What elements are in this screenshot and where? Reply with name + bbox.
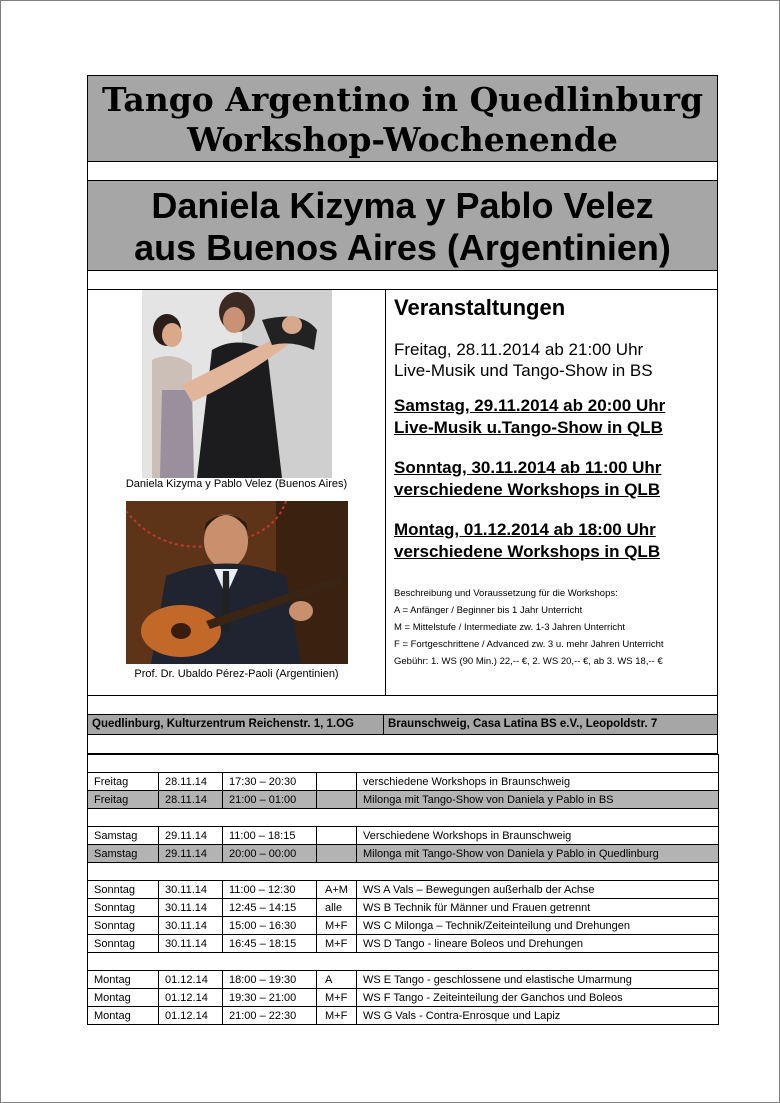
schedule-date: 30.11.14 — [159, 917, 223, 935]
schedule-day: Sonntag — [88, 899, 159, 917]
info-line: A = Anfänger / Beginner bis 1 Jahr Unterricht — [394, 605, 583, 616]
schedule-level: M+F — [317, 935, 357, 953]
flyer — [87, 75, 718, 1025]
schedule-time: 21:00 – 01:00 — [223, 791, 317, 809]
schedule-day: Montag — [88, 1007, 159, 1025]
schedule-level — [317, 845, 357, 863]
schedule-gap-cell — [357, 953, 719, 971]
schedule-gap-cell — [159, 809, 223, 827]
content-section — [87, 290, 718, 696]
schedule-gap-row — [88, 755, 719, 773]
schedule-description: WS C Milonga – Technik/Zeiteinteilung und Drehungen — [357, 917, 719, 935]
event-friday-date: Freitag, 28.11.2014 ab 21:00 Uhr — [394, 340, 644, 359]
schedule-description: WS F Tango - Zeiteinteilung der Ganchos und Boleos — [357, 989, 719, 1007]
schedule-time: 17:30 – 20:30 — [223, 773, 317, 791]
schedule-day: Freitag — [88, 773, 159, 791]
schedule-level — [317, 791, 357, 809]
schedule-description: Verschiedene Workshops in Braunschweig — [357, 827, 719, 845]
musician-caption: Prof. Dr. Ubaldo Pérez-Paoli (Argentinien) — [134, 668, 339, 680]
schedule-row — [88, 1007, 719, 1025]
schedule-date: 29.11.14 — [159, 845, 223, 863]
schedule-level — [317, 773, 357, 791]
schedule-row — [88, 827, 719, 845]
locations-row — [87, 715, 718, 735]
schedule-description: Milonga mit Tango-Show von Daniela y Pablo in Quedlinburg — [357, 845, 719, 863]
workshop-info — [394, 585, 714, 670]
schedule-time: 19:30 – 21:00 — [223, 989, 317, 1007]
schedule-gap-cell — [317, 809, 357, 827]
schedule-level — [317, 827, 357, 845]
schedule-date: 28.11.14 — [159, 773, 223, 791]
schedule-level: M+F — [317, 989, 357, 1007]
schedule-date: 30.11.14 — [159, 935, 223, 953]
schedule-description: verschiedene Workshops in Braunschweig — [357, 773, 719, 791]
schedule-time: 15:00 – 16:30 — [223, 917, 317, 935]
column-divider — [385, 290, 386, 695]
schedule-row — [88, 845, 719, 863]
schedule-date: 29.11.14 — [159, 827, 223, 845]
event-saturday-desc: Live-Musik u.Tango-Show in QLB — [394, 418, 663, 437]
event-sunday-date: Sonntag, 30.11.2014 ab 11:00 Uhr — [394, 458, 662, 477]
schedule-day: Montag — [88, 989, 159, 1007]
spacer-row — [87, 735, 718, 754]
schedule-gap-cell — [159, 755, 223, 773]
event-monday — [394, 519, 714, 563]
artists-line-2: aus Buenos Aires (Argentinien) — [134, 227, 671, 268]
schedule-day: Sonntag — [88, 935, 159, 953]
schedule-time: 11:00 – 12:30 — [223, 881, 317, 899]
artists-band — [87, 181, 718, 271]
schedule-row — [88, 791, 719, 809]
schedule-description: WS G Vals - Contra-Enrosque und Lapiz — [357, 1007, 719, 1025]
event-monday-desc: verschiedene Workshops in QLB — [394, 542, 661, 561]
schedule-gap-cell — [357, 863, 719, 881]
schedule-day: Samstag — [88, 845, 159, 863]
schedule-date: 30.11.14 — [159, 881, 223, 899]
title-band — [87, 75, 718, 162]
schedule-gap-cell — [317, 863, 357, 881]
events-heading: Veranstaltungen — [394, 295, 566, 320]
schedule-gap-row — [88, 863, 719, 881]
schedule-date: 01.12.14 — [159, 971, 223, 989]
schedule-gap-cell — [223, 809, 317, 827]
schedule-gap-cell — [88, 809, 159, 827]
schedule-row — [88, 935, 719, 953]
info-line: M = Mittelstufe / Intermediate zw. 1-3 Jahren Unterricht — [394, 622, 625, 633]
schedule-gap-cell — [159, 863, 223, 881]
schedule-day: Samstag — [88, 827, 159, 845]
schedule-description: WS A Vals – Bewegungen außerhalb der Achse — [357, 881, 719, 899]
schedule-day: Montag — [88, 971, 159, 989]
dancers-caption: Daniela Kizyma y Pablo Velez (Buenos Aires) — [125, 478, 348, 490]
schedule-gap-cell — [223, 863, 317, 881]
schedule-level: alle — [317, 899, 357, 917]
schedule-description: Milonga mit Tango-Show von Daniela y Pablo in BS — [357, 791, 719, 809]
schedule-level: A+M — [317, 881, 357, 899]
schedule-gap-row — [88, 953, 719, 971]
info-line: Beschreibung und Voraussetzung für die Workshops: — [394, 588, 618, 599]
schedule-level: M+F — [317, 1007, 357, 1025]
location-quedlinburg: Quedlinburg, Kulturzentrum Reichenstr. 1, 1.OG — [88, 715, 384, 734]
info-line: Gebühr: 1. WS (90 Min.) 22,-- €, 2. WS 20,-- €, ab 3. WS 18,-- € — [394, 656, 663, 667]
event-saturday — [394, 395, 714, 439]
schedule-gap-cell — [357, 755, 719, 773]
event-friday-desc: Live-Musik und Tango-Show in BS — [394, 361, 653, 380]
title-line-2: Workshop-Wochenende — [187, 120, 618, 159]
schedule-description: WS D Tango - lineare Boleos und Drehungen — [357, 935, 719, 953]
schedule-row — [88, 917, 719, 935]
spacer-row — [87, 271, 718, 290]
schedule-day: Sonntag — [88, 881, 159, 899]
schedule-date: 01.12.14 — [159, 1007, 223, 1025]
schedule-level: A — [317, 971, 357, 989]
schedule-time: 20:00 – 00:00 — [223, 845, 317, 863]
schedule-day: Sonntag — [88, 917, 159, 935]
spacer-row — [87, 696, 718, 715]
schedule-row — [88, 773, 719, 791]
schedule-row — [88, 989, 719, 1007]
schedule-description: WS B Technik für Männer und Frauen getrennt — [357, 899, 719, 917]
schedule-time: 11:00 – 18:15 — [223, 827, 317, 845]
info-line: F = Fortgeschrittene / Advanced zw. 3 u. mehr Jahren Unterricht — [394, 639, 664, 650]
event-friday — [394, 339, 714, 381]
schedule-gap-cell — [159, 953, 223, 971]
event-monday-date: Montag, 01.12.2014 ab 18:00 Uhr — [394, 520, 656, 539]
schedule-day: Freitag — [88, 791, 159, 809]
event-saturday-date: Samstag, 29.11.2014 ab 20:00 Uhr — [394, 396, 666, 415]
schedule-date: 30.11.14 — [159, 899, 223, 917]
schedule-gap-row — [88, 809, 719, 827]
event-sunday — [394, 457, 714, 501]
schedule-time: 16:45 – 18:15 — [223, 935, 317, 953]
schedule-time: 12:45 – 14:15 — [223, 899, 317, 917]
schedule-date: 01.12.14 — [159, 989, 223, 1007]
schedule-time: 21:00 – 22:30 — [223, 1007, 317, 1025]
schedule-gap-cell — [317, 755, 357, 773]
musician-photo — [126, 501, 348, 664]
schedule-row — [88, 881, 719, 899]
title-line-1: Tango Argentino in Quedlinburg — [101, 80, 704, 119]
schedule-gap-cell — [317, 953, 357, 971]
spacer-row — [87, 162, 718, 181]
events-column — [394, 290, 714, 670]
schedule-row — [88, 971, 719, 989]
event-sunday-desc: verschiedene Workshops in QLB — [394, 480, 661, 499]
schedule-time: 18:00 – 19:30 — [223, 971, 317, 989]
artists-line-1: Daniela Kizyma y Pablo Velez — [151, 185, 654, 226]
schedule-level: M+F — [317, 917, 357, 935]
schedule-date: 28.11.14 — [159, 791, 223, 809]
schedule-gap-cell — [88, 953, 159, 971]
schedule-gap-cell — [223, 755, 317, 773]
schedule-table — [87, 754, 719, 1025]
schedule-gap-cell — [88, 863, 159, 881]
dancers-photo — [142, 290, 332, 478]
schedule-gap-cell — [357, 809, 719, 827]
schedule-row — [88, 899, 719, 917]
schedule-gap-cell — [88, 755, 159, 773]
schedule-gap-cell — [223, 953, 317, 971]
location-braunschweig: Braunschweig, Casa Latina BS e.V., Leopoldstr. 7 — [388, 718, 658, 730]
schedule-description: WS E Tango - geschlossene und elastische Umarmung — [357, 971, 719, 989]
